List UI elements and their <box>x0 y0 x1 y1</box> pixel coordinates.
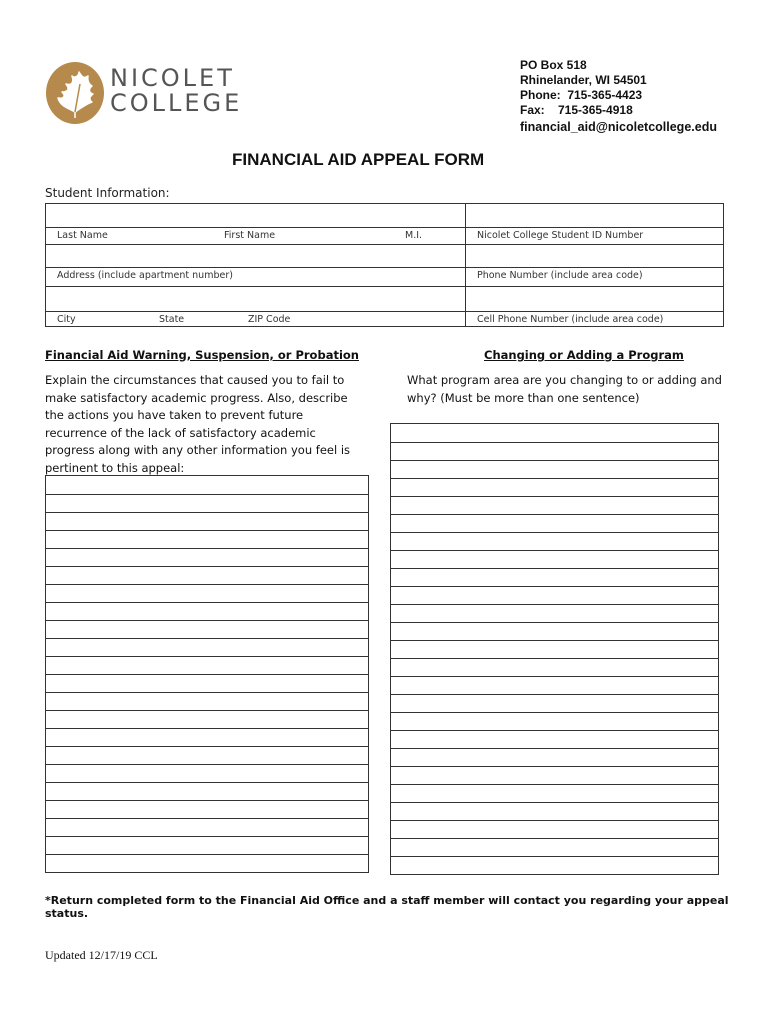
program-response-area[interactable] <box>390 423 719 875</box>
phone-line: Phone: 715-365-4423 <box>520 88 643 102</box>
response-line[interactable] <box>46 602 368 603</box>
instruction-line: What program area are you changing to or adding and <box>407 373 722 387</box>
row-divider <box>46 227 723 228</box>
response-line[interactable] <box>391 586 718 587</box>
state-field[interactable]: State <box>159 314 185 325</box>
contact-block <box>520 58 717 135</box>
response-line[interactable] <box>391 550 718 551</box>
logo-text-line2: COLLEGE <box>110 89 243 117</box>
response-line[interactable] <box>46 692 368 693</box>
row-divider <box>46 244 723 245</box>
mi-field[interactable]: M.I. <box>405 230 423 241</box>
city-line: Rhinelander, WI 54501 <box>520 73 647 87</box>
first-name-field[interactable]: First Name <box>224 230 276 241</box>
instruction-line: Explain the circumstances that caused you to fail to <box>45 373 345 387</box>
response-line[interactable] <box>46 818 368 819</box>
response-line[interactable] <box>391 532 718 533</box>
student-info-table <box>45 203 724 327</box>
logo-text-line1: NICOLET <box>110 64 235 92</box>
address-field[interactable]: Address (include apartment number) <box>57 270 233 281</box>
response-line[interactable] <box>391 658 718 659</box>
student-info-label: Student Information: <box>45 186 170 200</box>
response-line[interactable] <box>391 496 718 497</box>
response-line[interactable] <box>46 782 368 783</box>
response-line[interactable] <box>46 854 368 855</box>
response-line[interactable] <box>46 548 368 549</box>
response-line[interactable] <box>391 748 718 749</box>
fax-line: Fax: 715-365-4918 <box>520 103 633 117</box>
response-line[interactable] <box>391 604 718 605</box>
response-line[interactable] <box>46 584 368 585</box>
response-line[interactable] <box>391 838 718 839</box>
row-divider <box>46 286 723 287</box>
student-id-field[interactable]: Nicolet College Student ID Number <box>477 230 644 241</box>
response-line[interactable] <box>46 656 368 657</box>
return-instructions: *Return completed form to the Financial Aid Office and a staff member will contact you regarding your appeal status. <box>45 894 729 920</box>
response-line[interactable] <box>46 566 368 567</box>
program-section-heading: Changing or Adding a Program <box>484 348 684 362</box>
response-line[interactable] <box>46 800 368 801</box>
email-line: financial_aid@nicoletcollege.edu <box>520 120 717 134</box>
instruction-line: make satisfactory academic progress. Also, describe <box>45 390 348 405</box>
response-line[interactable] <box>46 512 368 513</box>
last-name-field[interactable]: Last Name <box>57 230 108 241</box>
instruction-line: progress along with any other information you feel is <box>45 443 351 457</box>
logo-wordmark <box>110 66 242 116</box>
po-box: PO Box 518 <box>520 58 587 72</box>
response-line[interactable] <box>391 640 718 641</box>
program-instructions <box>407 372 722 407</box>
zip-field[interactable]: ZIP Code <box>248 314 291 325</box>
instruction-line: pertinent to this appeal: <box>45 460 185 475</box>
row-divider <box>46 267 723 268</box>
warning-response-area[interactable] <box>45 475 369 873</box>
instruction-line: why? (Must be more than one sentence) <box>407 390 640 405</box>
city-field[interactable]: City <box>57 314 76 325</box>
response-line[interactable] <box>391 676 718 677</box>
response-line[interactable] <box>391 766 718 767</box>
form-title: FINANCIAL AID APPEAL FORM <box>232 150 485 169</box>
response-line[interactable] <box>391 802 718 803</box>
response-line[interactable] <box>391 694 718 695</box>
response-line[interactable] <box>391 442 718 443</box>
response-line[interactable] <box>391 622 718 623</box>
phone-field[interactable]: Phone Number (include area code) <box>477 270 643 281</box>
response-line[interactable] <box>391 712 718 713</box>
response-line[interactable] <box>46 764 368 765</box>
response-line[interactable] <box>46 728 368 729</box>
response-line[interactable] <box>391 514 718 515</box>
response-line[interactable] <box>46 530 368 531</box>
row-divider <box>46 311 723 312</box>
college-logo <box>46 60 243 126</box>
cell-phone-field[interactable]: Cell Phone Number (include area code) <box>477 314 664 325</box>
warning-instructions <box>45 372 350 477</box>
oak-leaf-icon <box>46 62 104 124</box>
instruction-line: recurrence of the lack of satisfactory academic <box>45 425 316 440</box>
response-line[interactable] <box>391 478 718 479</box>
response-line[interactable] <box>391 568 718 569</box>
response-line[interactable] <box>46 836 368 837</box>
column-divider <box>465 204 466 326</box>
response-line[interactable] <box>46 638 368 639</box>
response-line[interactable] <box>391 820 718 821</box>
response-line[interactable] <box>391 856 718 857</box>
instruction-line: the actions you have taken to prevent future <box>45 408 304 422</box>
response-line[interactable] <box>46 746 368 747</box>
response-line[interactable] <box>46 674 368 675</box>
response-line[interactable] <box>391 784 718 785</box>
response-line[interactable] <box>391 730 718 731</box>
response-line[interactable] <box>46 494 368 495</box>
response-line[interactable] <box>46 710 368 711</box>
updated-date: Updated 12/17/19 CCL <box>45 948 158 962</box>
response-line[interactable] <box>46 620 368 621</box>
response-line[interactable] <box>391 460 718 461</box>
warning-section-heading: Financial Aid Warning, Suspension, or Probation <box>45 348 359 362</box>
